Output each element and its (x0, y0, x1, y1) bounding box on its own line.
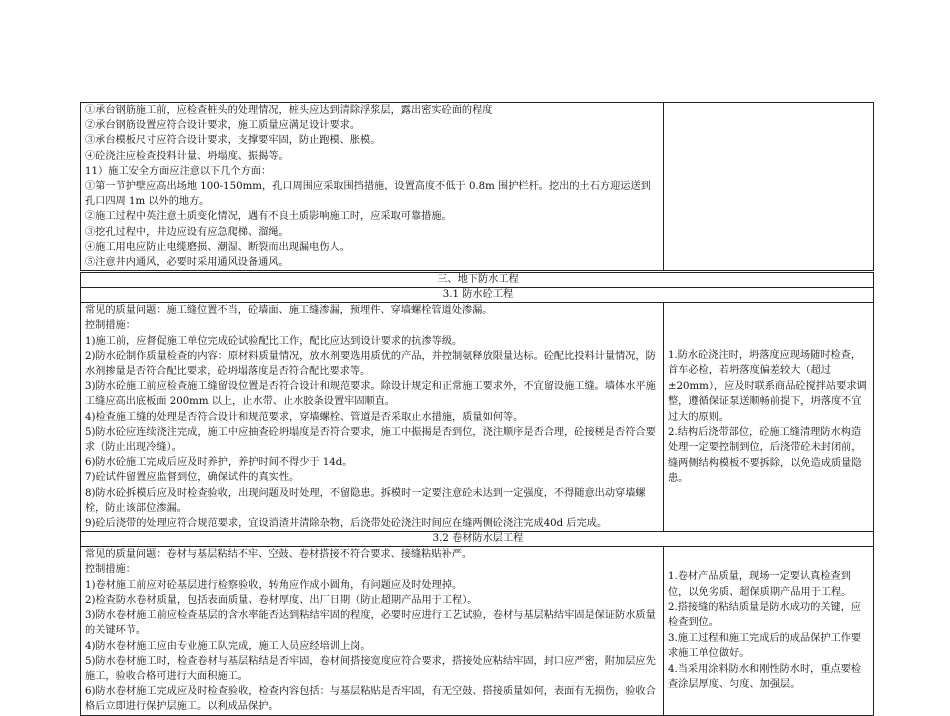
table-row (81, 103, 874, 272)
section-title: 三、地下防水工程 (81, 272, 874, 288)
side-cell (664, 303, 874, 532)
text-line: ③挖孔过程中，井边应设有应急爬梯、溜绳。 (85, 226, 289, 238)
text-line: 2)防水砼制作质量检查的内容：原材料质量情况，放水剂要选用质优的产品，并控制氨释放限量达标。砼配比投料计量情况，防水剂掺量是否符合配比要求，砼坍塌落度是否符合配比要求等。 (85, 350, 656, 378)
text-line: 控制措施： (85, 320, 136, 332)
main-cell (81, 547, 664, 715)
section-header-row (81, 272, 874, 288)
text-line: 7)砼试件留置应监督到位，确保试件的真实性。 (85, 472, 300, 484)
document-page (80, 102, 871, 716)
main-cell (81, 303, 664, 532)
inspection-table (80, 102, 874, 716)
text-line: ②承台钢筋设置应符合设计要求，施工质量应满足设计要求。 (85, 120, 361, 132)
text-line: ④施工用电应防止电缆磨损、潮湿、断裂而出现漏电伤人。 (85, 241, 350, 253)
side-note: 2.搭接缝的粘结质量是防水成功的关键，应检查到位。 (668, 602, 862, 629)
subsection-header-row (81, 288, 874, 303)
text-line: 5)防水砼应连续浇注完成，施工中应抽查砼坍塌度是否符合要求，施工中振揭是否到位，浇注顺序是否合理，砼接槎是否符合要求（防止出现冷缝）。 (85, 426, 656, 454)
text-line: 4)防水卷材施工应由专业施工队完成，施工人员应经培训上岗。 (85, 640, 371, 652)
side-cell (664, 547, 874, 715)
subsection-header-row (81, 532, 874, 547)
text-line: 11）施工安全方面应注意以下几个方面： (85, 165, 272, 177)
text-line: 3)防水砼施工前应检查施工缝留设位置是否符合设计和规范要求。除设计规定和正常施工要求外，不宜留设施工缝。墙体水平施工缝应高出底板面 200mm 以上，止水带、止水胶条设置牢固顺直。 (85, 381, 656, 408)
text-line: 常见的质量问题：卷材与基层粘结不牢、空鼓、卷材搭接不符合要求、接缝粘贴补严。 (85, 549, 473, 561)
text-line: 2)检查防水卷材质量，包括表面质量、卷材厚度、出厂日期（防止超期产品用于工程）。 (85, 594, 478, 606)
main-cell (81, 103, 664, 272)
subsection-title: 3.2 卷材防水层工程 (81, 532, 874, 547)
text-line: 5)防水卷材施工时，检查卷材与基层粘结是否牢固，卷材间搭接宽度应符合要求，搭接处应粘结牢固，封口应严密，附加层应先施工，验收合格可进行大面积施工。 (85, 655, 656, 682)
text-line: 4)检查施工缝的处理是否符合设计和规范要求，穿墙螺栓、管道是否采取止水措施，质量如何等。 (85, 411, 524, 423)
text-line: 8)防水砼拆模后应及时检查验收，出现问题及时处理，不留隐患。拆模时一定要注意砼未达到一定强度，不得随意出动穿墙螺栓，防止该部位渗漏。 (85, 487, 646, 514)
table-row (81, 303, 874, 532)
text-line: 1)卷材施工前应对砼基层进行检察验收，转角应作成小圆角，有问题应及时处理掉。 (85, 579, 463, 591)
table-row (81, 547, 874, 715)
text-line: 6)防水卷材施工完成应及时检查验收，检查内容包括：与基层粘贴是否牢固，有无空鼓、搭接质量如何，表面有无损伤，验收合格后立即进行保护层施工。以利成品保护。 (85, 686, 656, 713)
subsection-title: 3.1 防水砼工程 (81, 288, 874, 303)
text-line: 3)防水卷材施工前应检查基层的含水率能否达到粘结牢固的程度，必要时应进行工艺试验，卷材与基层粘结牢固是保证防水质量的关键环节。 (85, 610, 656, 637)
side-note: 1.防水砼浇注时，坍落度应现场随时检查，首车必检，若坍落度偏差较大（超过±20mm），应及时联系商品砼搅拌站要求调整，遵循保证泵送顺畅前提下，坍落度不宜过大的原则。 (668, 349, 867, 423)
text-line: 常见的质量问题：施工缝位置不当，砼墙面、施工缝渗漏，预埋件、穿墙螺栓管道处渗漏。 (85, 305, 493, 317)
side-note: 3.施工过程和施工完成后的成品保护工作要求施工单位做好。 (668, 632, 862, 660)
text-line: 6)防水砼施工完成后应及时养护，养护时间不得少于 14d。 (85, 457, 353, 469)
text-line: 1)施工前，应督促施工单位完成砼试验配比工作，配比应达到设计要求的抗渗等级。 (85, 335, 463, 347)
side-note: 4.当采用涂料防水和刚性防水时，重点要检查涂层厚度、匀度、加强层。 (668, 663, 862, 691)
text-line: ⑤注意井内通风，必要时采用通风设备通风。 (85, 257, 289, 269)
side-note: 2.结构后浇带部位，砼施工缝清理防水构造处理一定要控制到位，后浇带砼未封闭前，缝两侧结构模板不要拆除，以免造成质量隐患。 (668, 426, 862, 485)
text-line: ④砼浇注应检查投料计量、坍塌度、振揭等。 (85, 150, 289, 162)
text-line: ②施工过程中英注意土质变化情况，遇有不良土质影响施工时，应采取可靠措施。 (85, 211, 452, 223)
side-cell (664, 103, 874, 272)
text-line: ①第一节护壁应高出场地 100-150mm，孔口周围应采取围挡措施，设置高度不低于 0.8m 围护栏杆。挖出的土石方迎运送到孔口四周 1m 以外的地方。 (85, 181, 651, 208)
text-line: ①承台钢筋施工前，应检查桩头的处理情况，桩头应达到清除浮浆层，露出密实砼面的程度 (85, 105, 493, 116)
text-line: 控制措施： (85, 564, 136, 576)
text-line: 9)砼后浇带的处理应符合规范要求，宜设消渣井清除杂物，后浇带处砼浇注时间应在缝两侧砼浇注完成40d 后完成。 (85, 518, 608, 530)
side-note: 1.卷材产品质量，现场一定要认真检查到位，以免劣质、超保质期产品用于工程。 (668, 571, 852, 598)
text-line: ③承台模板尺寸应符合设计要求，支撑要牢固，防止跑模、胀模。 (85, 135, 381, 147)
